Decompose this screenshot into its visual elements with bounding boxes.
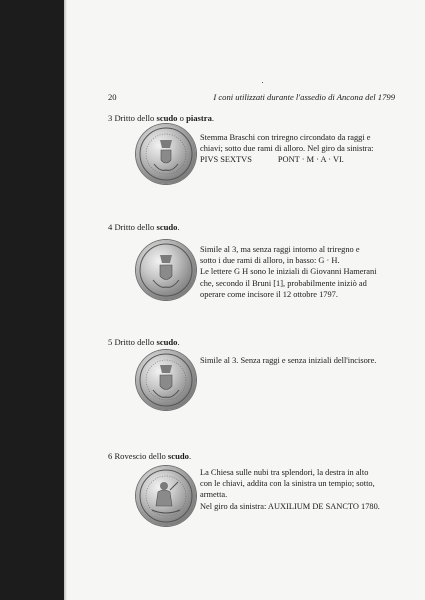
caption-item-4: 4 Dritto dello scudo. [108, 222, 180, 232]
header-mark [262, 82, 263, 83]
coin-image-5 [136, 350, 196, 410]
caption-item-3: 3 Dritto dello scudo o piastra. [108, 113, 215, 123]
coin-image-6 [136, 466, 196, 526]
page-edge-shadow [64, 0, 67, 600]
description-item-4: Simile al 3, ma senza raggi intorno al triregno e sotto i due rami di alloro, in basso: G · H. Le lettere G H sono le iniziali di Giovanni Hamerani che, secondo il Bruni [1], probabilmente iniziò ad operare come incisore il 12 ottobre 1797. [200, 245, 377, 299]
running-title: I coni utilizzati durante l'assedio di Ancona del 1799 [213, 92, 395, 102]
description-item-6: La Chiesa sulle nubi tra splendori, la destra in alto con le chiavi, addita con la sinistra un tempio; sotto, armetta. Nel giro da sinistra: AUXILIUM DE SANCTO 1780. [200, 468, 380, 511]
coin-image-3 [136, 124, 196, 184]
description-item-5: Simile al 3. Senza raggi e senza iniziali dell'incisore. [200, 356, 377, 365]
page-number: 20 [108, 92, 117, 102]
description-item-3: Stemma Braschi con triregno circondato da raggi e chiavi; sotto due rami di alloro. Nel giro da sinistra: PIVS SEXTVS PONT · M · A · VI. [200, 132, 400, 166]
page-sheet [64, 0, 425, 600]
caption-item-6: 6 Rovescio dello scudo. [108, 451, 192, 461]
coin-image-4 [136, 240, 196, 300]
caption-item-5: 5 Dritto dello scudo. [108, 337, 180, 347]
coin-legend: PIVS SEXTVS PONT · M · A · VI. [200, 155, 344, 165]
